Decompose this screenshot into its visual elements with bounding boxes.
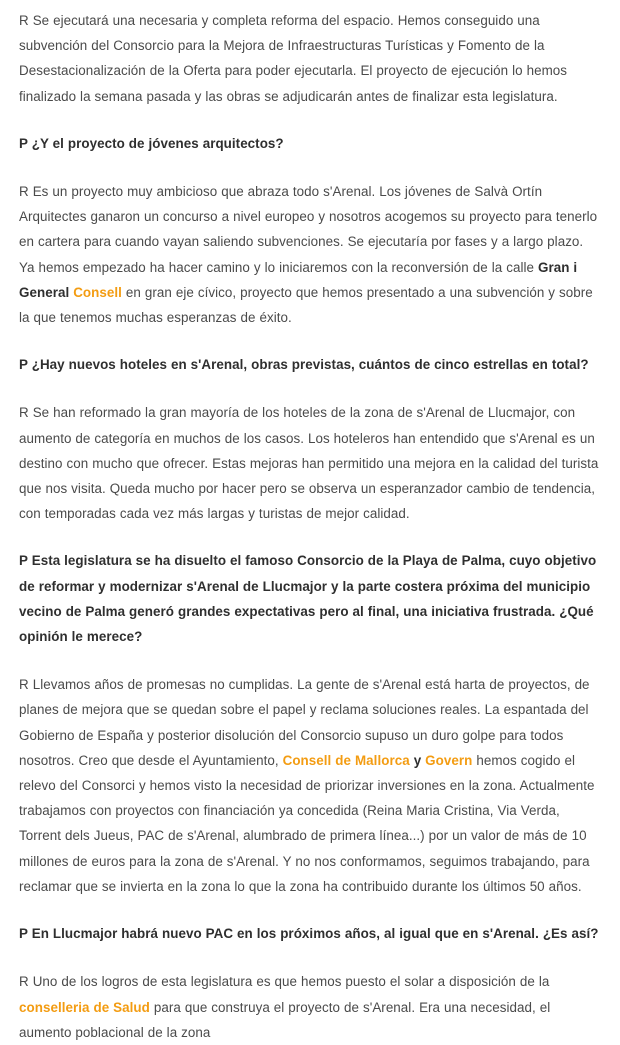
paragraph-text: R Uno de los logros de esta legislatura es que hemos puesto el solar a disposición de la: [19, 974, 550, 990]
interview-answer: [19, 672, 600, 899]
inline-link[interactable]: Govern: [425, 752, 473, 768]
interview-answer: [19, 969, 600, 1045]
interview-answer: [19, 400, 600, 526]
paragraph-text: R Se ejecutará una necesaria y completa reforma del espacio. Hemos conseguido una subvención del Consorcio para la Mejora de Infraestructuras Turísticas y Fomento de la Desestacionalización de la Oferta para poder ejecutarla. El proyecto de ejecución lo hemos finalizado la semana pasada y las obras se adjudicarán antes de finalizar esta legislatura.: [19, 13, 568, 104]
paragraph-text: R Llevamos años de promesas no cumplidas. La gente de s'Arenal está harta de proyectos, de planes de mejora que se quedan sobre el papel y reclama soluciones reales. La espantada del Gobierno de España y posterior disolución del Consorcio supuso un duro golpe para todos nosotros. Creo que desde el Ayuntamiento,: [19, 677, 590, 768]
paragraph-text: en gran eje cívico, proyecto que hemos presentado a una subvención y sobre la que tenemos muchas esperanzas de éxito.: [19, 284, 593, 326]
paragraph-text: P Esta legislatura se ha disuelto el famoso Consorcio de la Playa de Palma, cuyo objetivo de reformar y modernizar s'Arenal de Llucmajor y la parte costera próxima del municipio vecino de Palma generó grandes expectativas pero al final, una iniciativa frustrada. ¿Qué opinión le merece?: [19, 553, 597, 645]
interview-question: [19, 548, 600, 649]
paragraph-text: P ¿Y el proyecto de jóvenes arquitectos?: [19, 135, 284, 151]
paragraph-text: hemos cogido el relevo del Consorci y hemos visto la necesidad de priorizar inversiones en la zona. Actualmente trabajamos con proyectos con financiación ya concedida (Reina Maria Cristina, Via Verda, Torrent dels Jueus, PAC de s'Arenal, alumbrado de primera línea...) por un valor de más de 10 millones de euros para la zona de s'Arenal. Y no nos conformamos, seguimos trabajando, para reclamar que se invierta en la zona lo que la zona ha contribuido durante los últimos 50 años.: [19, 752, 595, 894]
paragraph-text: R Se han reformado la gran mayoría de los hoteles de la zona de s'Arenal de Llucmajor, con aumento de categoría en muchos de los casos. Los hoteleros han entendido que s'Arenal es un destino con mucho que ofrecer. Estas mejoras han permitido una mejora en la calidad del turista que nos visita. Queda mucho por hacer pero se observa un esperanzador cambio de tendencia, con temporadas cada vez más largas y turistas de mejor calidad.: [19, 405, 599, 522]
paragraph-text: P ¿Hay nuevos hoteles en s'Arenal, obras previstas, cuántos de cinco estrellas en total?: [19, 357, 589, 373]
paragraph-text: para que construya el proyecto de s'Arenal. Era una necesidad, el aumento poblacional de la zona: [19, 999, 551, 1040]
interview-answer: [19, 179, 600, 330]
inline-emphasis: y: [413, 752, 422, 768]
interview-question: [19, 352, 600, 377]
inline-link[interactable]: Consell: [73, 284, 122, 300]
inline-emphasis: Gran i General: [19, 259, 578, 300]
interview-question: [19, 131, 600, 156]
paragraph-text: R Es un proyecto muy ambicioso que abraza todo s'Arenal. Los jóvenes de Salvà Ortín Arquitectes ganaron un concurso a nivel europeo y nosotros acogemos su proyecto para tenerlo en cartera para cuando vayan saliendo subvenciones. Se ejecutaría por fases y a largo plazo. Ya hemos empezado ha hacer camino y lo iniciaremos con la reconversión de la calle: [19, 184, 598, 275]
inline-link[interactable]: conselleria de Salud: [19, 999, 150, 1015]
paragraph-text: P En Llucmajor habrá nuevo PAC en los próximos años, al igual que en s'Arenal. ¿Es así?: [19, 926, 599, 942]
interview-answer: [19, 8, 600, 109]
interview-question: [19, 921, 600, 946]
inline-link[interactable]: Consell de Mallorca: [282, 752, 410, 768]
